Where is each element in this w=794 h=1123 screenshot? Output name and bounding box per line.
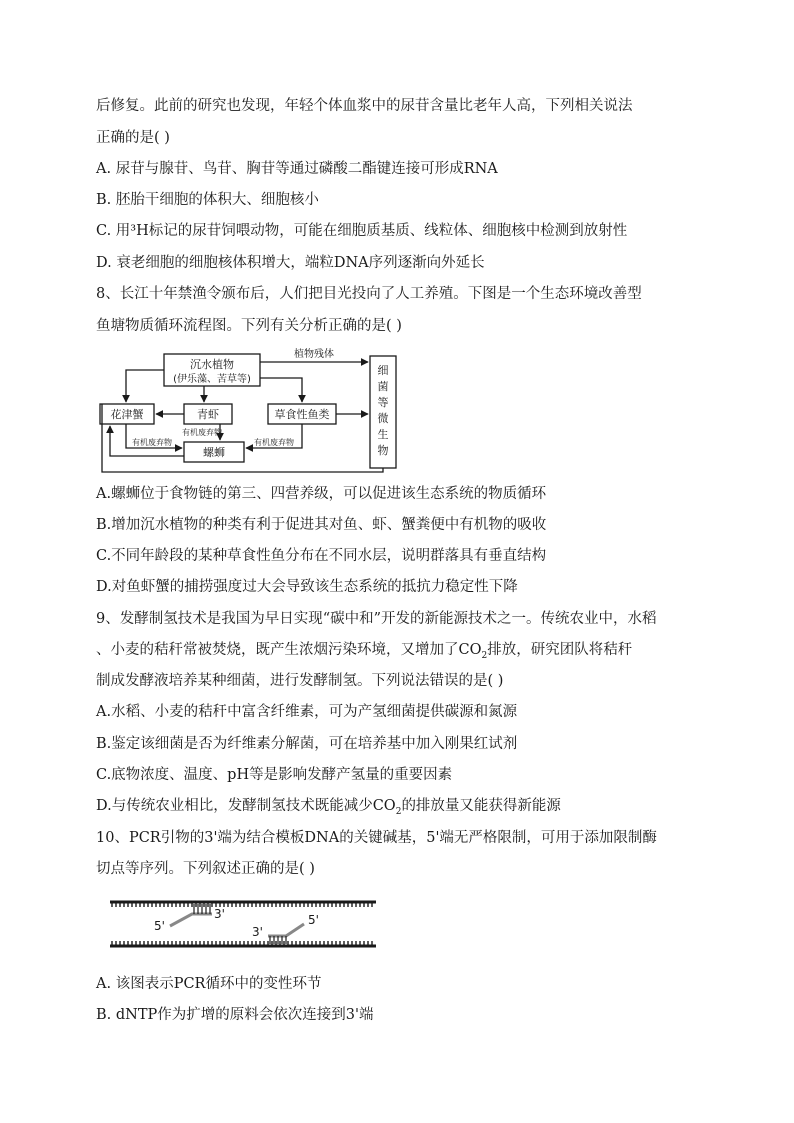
q9-option-b: B.鉴定该细菌是否为纤维素分解菌，可在培养基中加入刚果红试剂 xyxy=(96,736,518,752)
q8-option-a: A.螺蛳位于食物链的第三、四营养级，可以促进该生态系统的物质循环 xyxy=(96,486,547,502)
q9-option-a: A.水稻、小麦的秸秆中富含纤维素，可为产氢细菌提供碳源和氮源 xyxy=(96,704,518,720)
pcr-primer-diagram xyxy=(108,894,380,954)
bacteria-char-1: 细 xyxy=(377,364,389,377)
q9-stem-line2-b: 排放，研究团队将秸秆 xyxy=(487,642,633,658)
q9-option-d-subscript: 2 xyxy=(395,806,402,817)
plant-residue-label: 植物残体 xyxy=(294,349,334,360)
organic-waste-label-3: 有机废弃物 xyxy=(254,438,294,447)
fish-label: 草食性鱼类 xyxy=(274,408,330,421)
q10-option-a: A. 该图表示PCR循环中的变性环节 xyxy=(96,976,322,992)
bacteria-char-2: 菌 xyxy=(377,380,389,393)
q9-co2-subscript: 2 xyxy=(481,650,488,661)
q7-option-c: C. 用³H标记的尿苷饲喂动物，可能在细胞质基质、线粒体、细胞核中检测到放射性 xyxy=(96,223,628,239)
q8-option-c: C.不同年龄段的某种草食性鱼分布在不同水层，说明群落具有垂直结构 xyxy=(96,548,547,564)
snail-label: 螺蛳 xyxy=(203,446,225,459)
q8-stem-line2: 鱼塘物质循环流程图。下列有关分析正确的是( ) xyxy=(96,318,402,334)
q9-stem-line2-a: 、小麦的秸秆常被焚烧，既产生浓烟污染环境，又增加了CO xyxy=(96,642,482,658)
q9-stem-line2 xyxy=(96,640,632,666)
ecosystem-flow-diagram xyxy=(96,344,406,474)
organic-waste-label-2: 有机废弃物 xyxy=(132,438,172,447)
q9-option-c: C.底物浓度、温度、pH等是影响发酵产氢量的重要因素 xyxy=(96,767,453,783)
organic-waste-label-1: 有机废弃物 xyxy=(182,428,222,437)
q7-intro-line2: 正确的是( ) xyxy=(96,130,170,146)
q9-option-d xyxy=(96,796,561,822)
q9-stem-line3: 制成发酵液培养某种细菌，进行发酵制氢。下列说法错误的是( ) xyxy=(96,673,504,689)
q9-stem-line1: 9、发酵制氢技术是我国为早日实现“碳中和”开发的新能源技术之一。传统农业中，水稻 xyxy=(96,611,657,627)
q8-option-d: D.对鱼虾蟹的捕捞强度过大会导致该生态系统的抵抗力稳定性下降 xyxy=(96,579,518,595)
plant-sublabel: (伊乐藻、苦草等) xyxy=(173,374,251,385)
bacteria-char-5: 生 xyxy=(377,428,389,441)
right-primer xyxy=(268,924,304,944)
q9-option-d-a: D.与传统农业相比，发酵制氢技术既能减少CO xyxy=(96,798,396,814)
left-primer-5-label: 5' xyxy=(154,919,165,933)
q10-option-b: B. dNTP作为扩增的原料会依次连接到3'端 xyxy=(96,1007,374,1023)
q7-option-a: A. 尿苷与腺苷、鸟苷、胸苷等通过磷酸二酯键连接可形成RNA xyxy=(96,161,498,177)
bacteria-char-4: 微 xyxy=(377,412,389,425)
shrimp-label: 青虾 xyxy=(197,408,219,421)
left-primer-3-label: 3' xyxy=(214,907,225,921)
q7-option-d: D. 衰老细胞的细胞核体积增大，端粒DNA序列逐渐向外延长 xyxy=(96,255,485,271)
plant-label: 沉水植物 xyxy=(190,358,234,371)
q7-intro-line1: 后修复。此前的研究也发现，年轻个体血浆中的尿苷含量比老年人高，下列相关说法 xyxy=(96,98,633,114)
q8-option-b: B.增加沉水植物的种类有利于促进其对鱼、虾、蟹粪便中有机物的吸收 xyxy=(96,517,547,533)
bacteria-char-3: 等 xyxy=(377,396,389,409)
left-primer xyxy=(170,904,212,926)
q7-option-b: B. 胚胎干细胞的体积大、细胞核小 xyxy=(96,192,319,208)
q10-stem-line2: 切点等序列。下列叙述正确的是( ) xyxy=(96,861,315,877)
right-primer-5-label: 5' xyxy=(308,913,319,927)
q9-option-d-b: 的排放量又能获得新能源 xyxy=(401,798,561,814)
q8-stem-line1: 8、长江十年禁渔令颁布后，人们把目光投向了人工养殖。下图是一个生态环境改善型 xyxy=(96,286,642,302)
right-primer-3-label: 3' xyxy=(252,925,263,939)
bacteria-char-6: 物 xyxy=(377,444,389,457)
crab-label: 花津蟹 xyxy=(110,408,144,421)
q10-stem-line1: 10、PCR引物的3'端为结合模板DNA的关键碱基，5'端无严格限制，可用于添加限制酶 xyxy=(96,830,657,846)
